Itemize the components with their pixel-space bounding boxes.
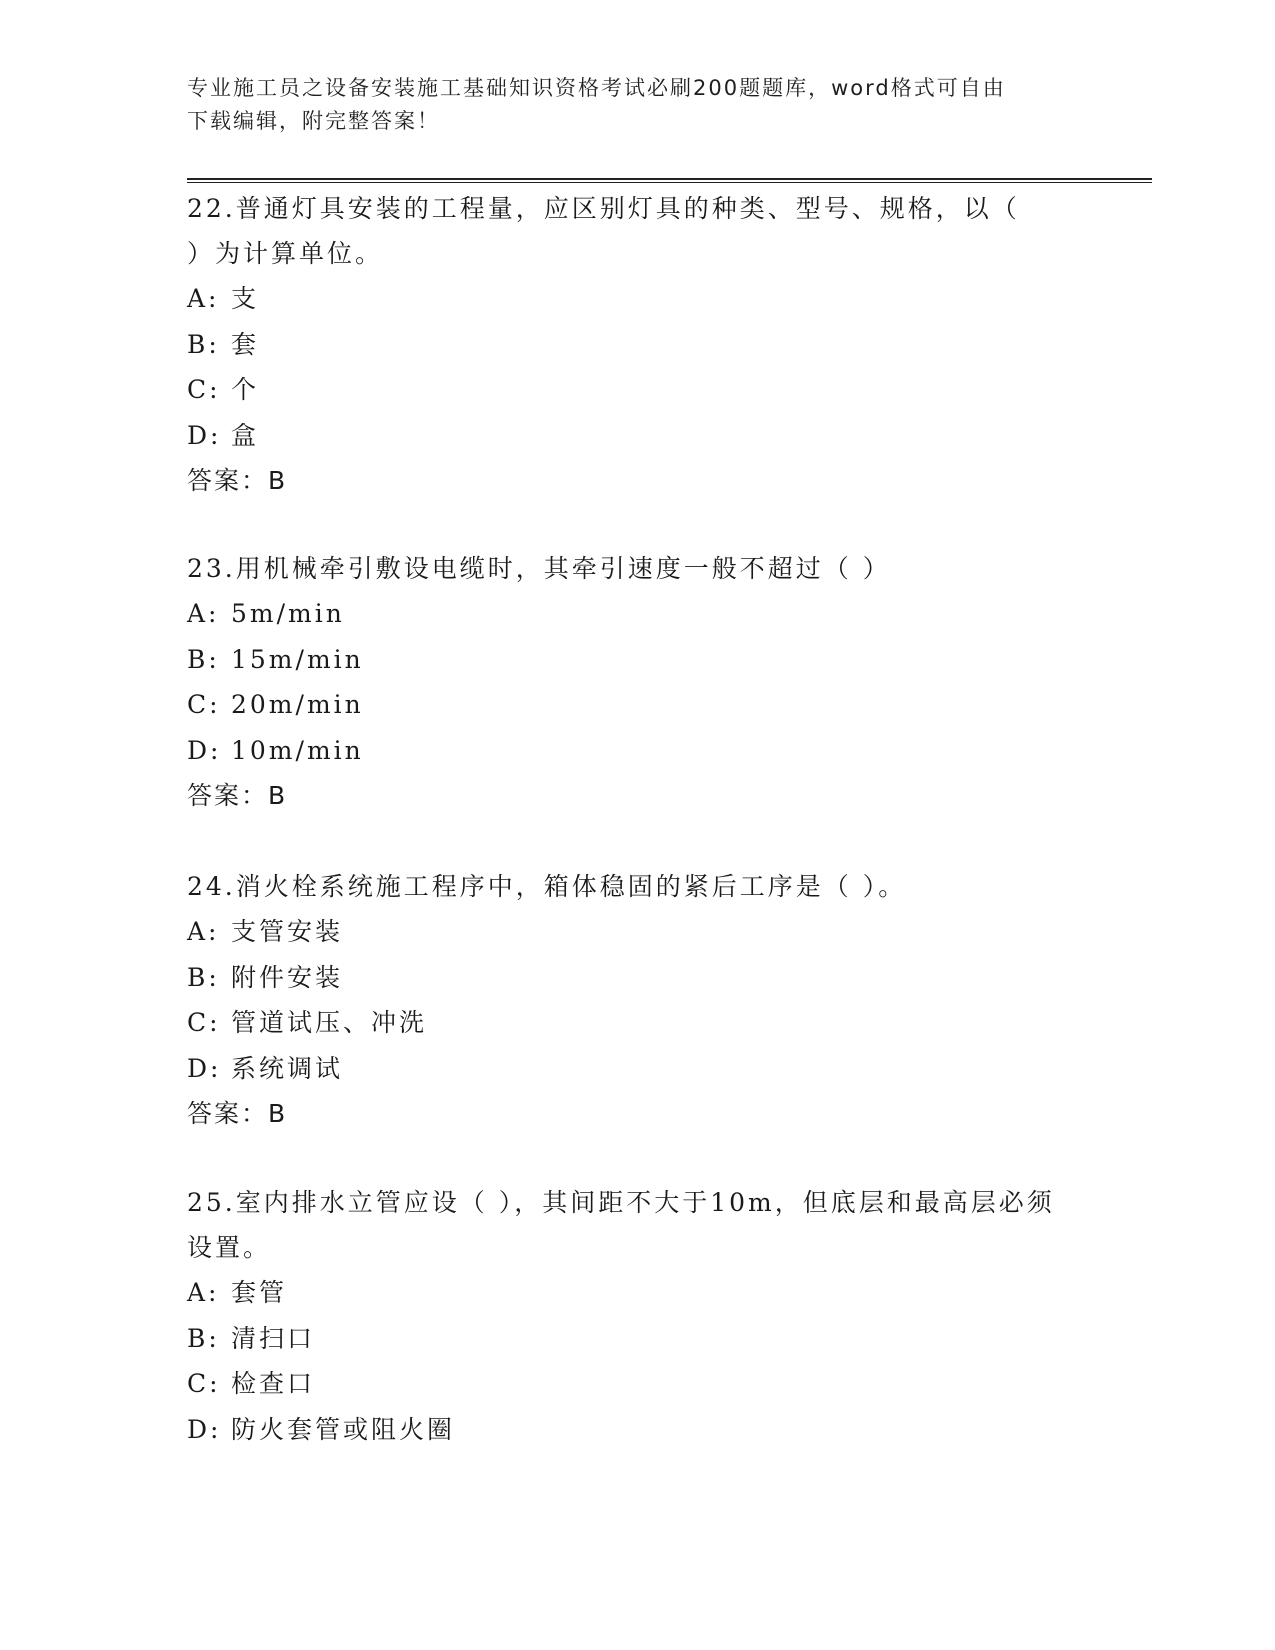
option-text: 清扫口 xyxy=(231,1323,316,1353)
option-letter: B: xyxy=(187,644,220,674)
option-text: 检查口 xyxy=(231,1369,316,1398)
option-letter: C: xyxy=(187,1008,221,1037)
option-a xyxy=(187,1270,1087,1316)
option-d xyxy=(187,1407,1087,1453)
option-letter: D: xyxy=(187,735,222,765)
option-c xyxy=(187,1000,1087,1046)
header-title-line-2: 下载编辑，附完整答案！ xyxy=(187,109,440,133)
option-text: 套管 xyxy=(231,1278,288,1307)
option-text: 10m/min xyxy=(231,735,364,765)
question-stem-continued: ）为计算单位。 xyxy=(187,239,384,268)
question-22 xyxy=(187,186,1087,503)
option-letter: C: xyxy=(187,1369,221,1398)
answer-text: 答案：B xyxy=(187,1099,288,1128)
option-letter: B: xyxy=(187,329,220,359)
option-text: 个 xyxy=(231,375,260,404)
question-stem-continued: 设置。 xyxy=(187,1233,272,1262)
question-stem: 23.用机械牵引敷设电缆时，其牵引速度一般不超过（ ） xyxy=(187,554,891,583)
option-b xyxy=(187,637,1087,683)
option-a xyxy=(187,591,1087,637)
option-text: 盒 xyxy=(231,420,260,450)
option-d xyxy=(187,413,1087,459)
option-letter: A: xyxy=(187,599,220,628)
option-text: 防火套管或阻火圈 xyxy=(231,1414,456,1444)
option-a xyxy=(187,909,1087,955)
header-title-line-1: 专业施工员之设备安装施工基础知识资格考试必刷200题题库，word格式可自由 xyxy=(187,76,1006,100)
option-text: 15m/min xyxy=(231,644,364,674)
question-stem: 24.消火栓系统施工程序中，箱体稳固的紧后工序是（ ）。 xyxy=(187,872,907,901)
header-divider xyxy=(187,178,1152,183)
option-text: 20m/min xyxy=(231,690,364,719)
option-text: 支管安装 xyxy=(231,917,344,946)
option-c xyxy=(187,682,1087,728)
option-text: 套 xyxy=(231,329,260,359)
option-text: 管道试压、冲洗 xyxy=(231,1008,428,1037)
question-24 xyxy=(187,864,1087,1136)
option-letter: D: xyxy=(187,420,222,450)
document-header xyxy=(187,72,1067,138)
option-letter: A: xyxy=(187,917,220,946)
option-letter: C: xyxy=(187,375,221,404)
option-text: 支 xyxy=(231,284,260,313)
option-text: 附件安装 xyxy=(231,962,344,992)
question-23 xyxy=(187,546,1087,818)
option-c xyxy=(187,1361,1087,1407)
option-b xyxy=(187,322,1087,368)
answer-text: 答案：B xyxy=(187,466,288,495)
option-letter: B: xyxy=(187,962,220,992)
option-d xyxy=(187,1046,1087,1092)
answer-text: 答案：B xyxy=(187,781,288,810)
option-letter: A: xyxy=(187,1278,220,1307)
option-text: 5m/min xyxy=(231,599,345,628)
option-letter: D: xyxy=(187,1414,222,1444)
question-25 xyxy=(187,1180,1087,1452)
option-text: 系统调试 xyxy=(231,1053,344,1083)
question-stem: 25.室内排水立管应设（ ），其间距不大于10m，但底层和最高层必须 xyxy=(187,1188,1055,1217)
option-letter: C: xyxy=(187,690,221,719)
option-c xyxy=(187,367,1087,413)
option-a xyxy=(187,276,1087,322)
option-d xyxy=(187,728,1087,774)
question-stem: 22.普通灯具安装的工程量，应区别灯具的种类、型号、规格，以（ xyxy=(187,194,1020,223)
option-letter: B: xyxy=(187,1323,220,1353)
option-b xyxy=(187,955,1087,1001)
option-letter: D: xyxy=(187,1053,222,1083)
option-letter: A: xyxy=(187,284,220,313)
option-b xyxy=(187,1316,1087,1362)
